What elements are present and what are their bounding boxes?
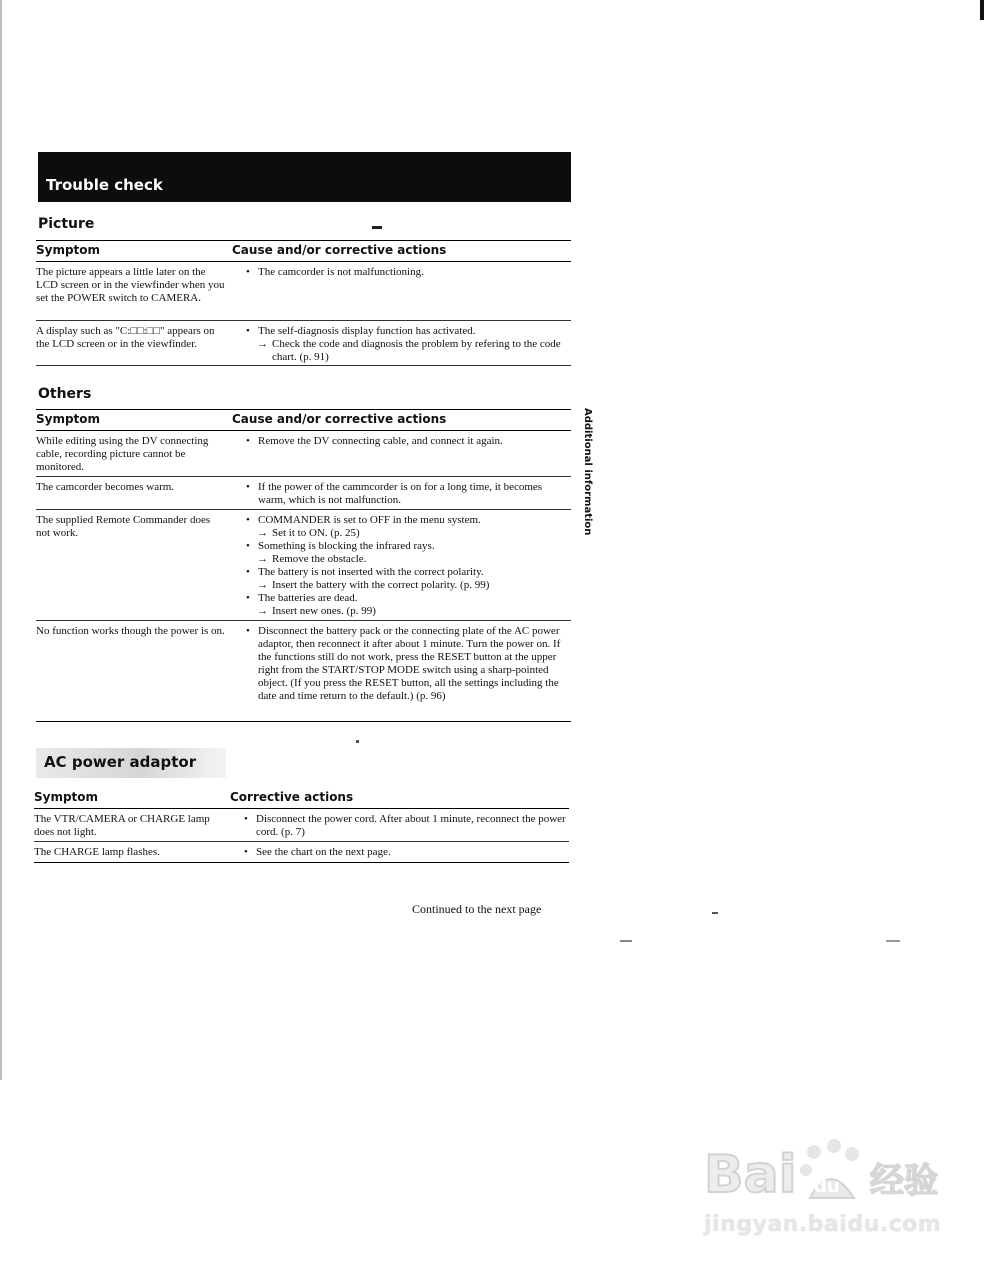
others-table-header: [36, 409, 571, 431]
symptom-text: While editing using the DV connecting cable, recording picture cannot be monitored.: [36, 435, 209, 473]
ac-table-header: [34, 788, 569, 809]
symptom-text: No function works though the power is on.: [36, 625, 225, 637]
symptom-text: The camcorder becomes warm.: [36, 481, 175, 493]
arrow-icon: →: [257, 527, 268, 539]
actions-cell: • If the power of the cammcorder is on for a long time, it becomes warm, which is not malfunction.: [246, 481, 543, 506]
scan-mark: [356, 740, 359, 743]
sub-action-text: Remove the obstacle.: [272, 553, 367, 565]
actions-cell: • Disconnect the power cord. After about 1 minute, reconnect the power cord. (p. 7): [244, 813, 566, 838]
action-text: If the power of the cammcorder is on for a long time, it becomes warm, which is not malfunction.: [258, 481, 543, 506]
column-symptom: Symptom: [34, 790, 99, 804]
table-row: [34, 842, 569, 863]
side-tab-label: [575, 408, 593, 536]
table-row: [36, 321, 571, 366]
scan-mark: [886, 940, 900, 942]
sub-action-text: Insert new ones. (p. 99): [272, 605, 376, 617]
picture-section-title: Picture: [38, 216, 95, 232]
table-row: [36, 510, 571, 621]
page-title: Trouble check: [46, 176, 163, 194]
column-cause: Cause and/or corrective actions: [232, 412, 447, 426]
scan-edge: [0, 0, 2, 1080]
action-text: The battery is not inserted with the correct polarity.: [258, 566, 484, 578]
actions-cell: • COMMANDER is set to OFF in the menu system. → Set it to ON. (p. 25) • Something is blocking the infrared rays. → Remove the obstacle. • The battery is not inserted with the correct polarity. → Insert the battery with the correct polarity. (p. 99) • The batteries are dead. → Insert new ones. (p. 99): [246, 514, 490, 617]
action-text: See the chart on the next page.: [256, 846, 391, 858]
table-row: [36, 477, 571, 510]
action-text: Disconnect the power cord. After about 1 minute, reconnect the power cord. (p. 7): [256, 813, 566, 838]
ac-section-title-bar: [36, 748, 226, 778]
action-text: Remove the DV connecting cable, and connect it again.: [258, 435, 503, 447]
symptom-text: The CHARGE lamp flashes.: [34, 846, 160, 858]
sub-action-text: Check the code and diagnosis the problem by refering to the code chart. (p. 91): [272, 338, 561, 363]
symptom-text: The supplied Remote Commander does not work.: [36, 514, 211, 539]
column-cause: Corrective actions: [230, 790, 354, 804]
scan-mark: [372, 226, 382, 229]
others-section-title: Others: [38, 386, 92, 402]
table-row: [36, 621, 571, 722]
action-text: Disconnect the battery pack or the connecting plate of the AC power adaptor, then reconnect it after about 1 minute. Turn the power on. If the functions still do not work, press the RESET button at the upper right from the START/STOP MODE switch using a sharp-pointed object. (If you press the RESET button, all the settings including the date and time return to the default.) (p. 96): [258, 625, 561, 702]
arrow-icon: →: [257, 338, 268, 350]
action-text: The batteries are dead.: [258, 592, 358, 604]
sub-action-text: Set it to ON. (p. 25): [272, 527, 360, 539]
svg-text:经验: 经验: [870, 1161, 938, 1201]
ac-table: [34, 788, 569, 863]
actions-cell: • The self-diagnosis display function has activated. → Check the code and diagnosis the problem by refering to the code chart. (p. 91): [246, 325, 561, 363]
picture-table-header: [36, 240, 571, 262]
others-table: [36, 409, 571, 722]
arrow-icon: →: [257, 605, 268, 617]
scan-mark: [620, 940, 632, 942]
svg-text:du: du: [814, 1176, 840, 1197]
arrow-icon: →: [257, 553, 268, 565]
action-text: Something is blocking the infrared rays.: [258, 540, 435, 552]
symptom-text: A display such as "C:□□:□□" appears on the LCD screen or in the viewfinder.: [36, 325, 215, 350]
column-cause: Cause and/or corrective actions: [232, 243, 447, 257]
actions-cell: • Disconnect the battery pack or the connecting plate of the AC power adaptor, then reconnect it after about 1 minute. Turn the power on. If the functions still do not work, press the RESET button at the upper right from the START/STOP MODE switch using a sharp-pointed object. (If you press the RESET button, all the settings including the date and time return to the default.) (p. 96): [246, 625, 561, 702]
side-tab-text: Additional information: [582, 408, 593, 536]
scan-mark: [712, 912, 718, 914]
watermark-url: jingyan.baidu.com: [704, 1212, 942, 1237]
arrow-icon: →: [257, 579, 268, 591]
section-header-bar: [38, 152, 571, 202]
table-row: [36, 431, 571, 477]
actions-cell: • Remove the DV connecting cable, and connect it again.: [246, 435, 503, 447]
svg-text:Bai: Bai: [704, 1145, 797, 1205]
actions-cell: • The camcorder is not malfunctioning.: [246, 266, 424, 278]
actions-cell: • See the chart on the next page.: [244, 846, 391, 858]
ac-section-title: AC power adaptor: [44, 753, 197, 771]
symptom-text: The VTR/CAMERA or CHARGE lamp does not light.: [34, 813, 210, 838]
column-symptom: Symptom: [36, 243, 101, 257]
action-text: COMMANDER is set to OFF in the menu system.: [258, 514, 481, 526]
sub-action-text: Insert the battery with the correct polarity. (p. 99): [272, 579, 490, 591]
symptom-text: The picture appears a little later on the LCD screen or in the viewfinder when you set the POWER switch to CAMERA.: [36, 266, 225, 304]
continued-note: Continued to the next page: [412, 902, 542, 916]
action-text: The self-diagnosis display function has activated.: [258, 325, 476, 337]
table-row: [36, 262, 571, 321]
scan-mark: [980, 0, 984, 20]
action-text: The camcorder is not malfunctioning.: [258, 266, 424, 278]
picture-table: [36, 240, 571, 366]
table-row: [34, 809, 569, 842]
baidu-watermark-logo-icon: [700, 1130, 950, 1220]
column-symptom: Symptom: [36, 412, 101, 426]
